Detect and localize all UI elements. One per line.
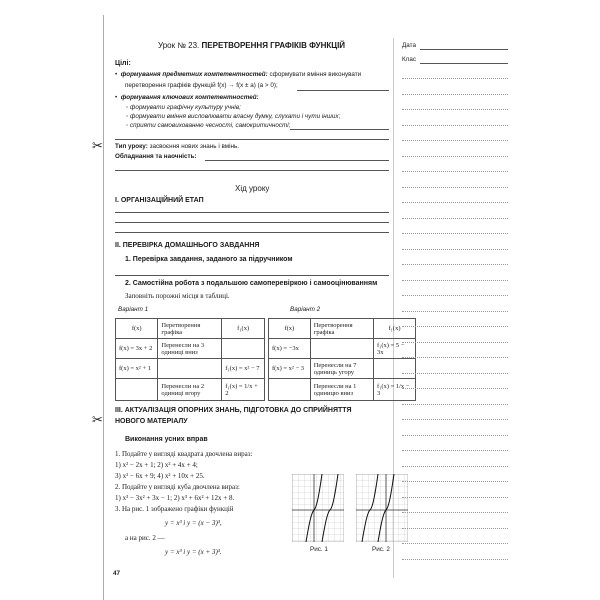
note-line[interactable] [402, 187, 508, 188]
variant2-table [268, 318, 416, 401]
task-note: Заповніть порожні місця в таблиці. [125, 292, 230, 300]
table-cell: Перенесли на 3 одиниці вниз [158, 339, 222, 359]
equipment-field[interactable] [115, 170, 389, 171]
table-cell: Перенесли на 2 одиниці вгору [158, 379, 222, 401]
lesson-number: Урок № 23. [158, 41, 200, 50]
exercise-text: 1. Подайте у вигляді квадрата двочлена вираз: [115, 450, 253, 458]
course-heading: Хід уроку [235, 184, 270, 193]
figure-2-caption: Рис. 2 [372, 546, 390, 553]
table-cell-blank[interactable] [269, 379, 311, 401]
key-goal-item: ◦ формувати графічну культуру учнів; [126, 104, 241, 111]
notes-line [115, 275, 389, 276]
table-cell: Перенесли на 1 одиницю вниз [310, 379, 373, 401]
exercise-formula: y = x³ і y = (x − 3)³, [165, 519, 222, 527]
note-line[interactable] [402, 435, 508, 436]
table-cell: f(x) = x² + 1 [116, 359, 158, 379]
table-cell: f(x) = x² − 3 [269, 359, 311, 379]
note-line[interactable] [402, 326, 508, 327]
subject-goal-formula: перетворення графіків функцій f(x) → f(x ± a) (a > 0); [125, 82, 278, 89]
equipment-field[interactable] [205, 160, 389, 161]
key-goal-item: ◦ формувати вміння висловлювати власну думку, слухати і чути інших; [126, 113, 341, 120]
table-header: f(x) [269, 319, 311, 339]
note-line[interactable] [402, 466, 508, 467]
subsection-heading: 2. Самостійна робота з подальшою самоперевіркою і самооцінюванням [125, 280, 378, 287]
note-line[interactable] [402, 311, 508, 312]
key-goal-item: ◦ сприяти самовихованню чесності, самокритичності; [126, 122, 291, 129]
page-title [158, 41, 345, 50]
note-line[interactable] [402, 357, 508, 358]
lesson-type: Тип уроку: засвоєння нових знань і вмінь. [115, 143, 239, 150]
note-line[interactable] [402, 264, 508, 265]
goals-label: Цілі: [115, 60, 131, 67]
note-line[interactable] [402, 373, 508, 374]
note-line[interactable] [402, 295, 508, 296]
table-header: f₁(x) [222, 319, 265, 339]
key-goal: • формування ключових компетентностей: [115, 94, 259, 101]
table-header: Перетворення графіка [310, 319, 373, 339]
table-cell-blank[interactable] [373, 359, 415, 379]
notes-line [115, 222, 389, 223]
subsection-heading: Виконання усних вправ [125, 436, 208, 443]
equipment-label: Обладнання та наочність: [115, 153, 197, 160]
table-cell: f₁(x) = x² − 7 [222, 359, 265, 379]
scissors-icon: ✂ [92, 412, 103, 427]
table-cell-blank[interactable] [310, 339, 373, 359]
table-cell-blank[interactable] [116, 379, 158, 401]
goal-blank-line [115, 139, 389, 140]
note-line[interactable] [402, 125, 508, 126]
variant-title: Варіант 2 [290, 306, 321, 313]
note-line[interactable] [402, 342, 508, 343]
page-number: 47 [113, 570, 121, 577]
figure-1-caption: Рис. 1 [310, 546, 328, 553]
variant1-table [115, 318, 265, 401]
class-field[interactable] [420, 63, 508, 64]
section-heading: І. ОРГАНІЗАЦІЙНИЙ ЕТАП [115, 197, 204, 204]
note-line[interactable] [402, 497, 508, 498]
date-label: Дата [402, 42, 416, 49]
note-line[interactable] [402, 404, 508, 405]
note-line[interactable] [402, 388, 508, 389]
notes-line [115, 232, 389, 233]
table-cell: f₁(x) = 1/x + 2 [222, 379, 265, 401]
table-cell: f(x) = −3x [269, 339, 311, 359]
note-line[interactable] [402, 78, 508, 79]
note-line[interactable] [402, 512, 508, 513]
note-line[interactable] [402, 140, 508, 141]
note-line[interactable] [402, 233, 508, 234]
table-cell-blank[interactable] [222, 339, 265, 359]
note-line[interactable] [402, 218, 508, 219]
exercise-text: 2. Подайте у вигляді куба двочлена вираз: [115, 483, 240, 491]
table-cell: f(x) = 3x + 2 [116, 339, 158, 359]
table-cell-blank[interactable] [158, 359, 222, 379]
exercise-text: 1) x² − 2x + 1; 2) x² + 4x + 4; [115, 461, 198, 469]
table-cell: f₁(x) = 5 − 3x [373, 339, 415, 359]
figure-1-graph [292, 474, 344, 542]
exercise-text: 3. На рис. 1 зображено графіки функцій [115, 505, 234, 513]
date-field[interactable] [420, 49, 508, 50]
scissors-icon: ✂ [92, 138, 103, 153]
variant-title: Варіант 1 [118, 306, 149, 313]
note-line[interactable] [402, 528, 508, 529]
note-line[interactable] [402, 171, 508, 172]
note-line[interactable] [402, 156, 508, 157]
note-line[interactable] [402, 109, 508, 110]
note-line[interactable] [402, 419, 508, 420]
table-cell: f₁(x) = 1/x − 3 [373, 379, 415, 401]
notes-line [115, 212, 389, 213]
goal-blank-line [290, 129, 389, 130]
note-line[interactable] [402, 559, 508, 560]
goal-blank-line [297, 90, 389, 91]
note-line[interactable] [402, 481, 508, 482]
section-heading: НОВОГО МАТЕРІАЛУ [115, 418, 188, 425]
note-line[interactable] [402, 202, 508, 203]
note-line[interactable] [402, 249, 508, 250]
exercise-text: а на рис. 2 — [125, 534, 165, 542]
table-cell: Перенесли на 7 одиниць угору [310, 359, 373, 379]
exercise-text: 3) x² − 6x + 9; 4) x² + 10x + 25. [115, 472, 205, 480]
subsection-heading: 1. Перевірка завдання, заданого за підручником [125, 256, 293, 263]
section-heading: ІІІ. АКТУАЛІЗАЦІЯ ОПОРНИХ ЗНАНЬ, ПІДГОТОВКА ДО СПРИЙНЯТТЯ [115, 407, 352, 414]
note-line[interactable] [402, 543, 508, 544]
lesson-title: ПЕРЕТВОРЕННЯ ГРАФІКІВ ФУНКЦІЙ [201, 41, 346, 50]
exercise-text: 1) x³ − 3x² + 3x − 1; 2) x³ + 6x² + 12x + 8. [115, 494, 235, 502]
subject-goal: • формування предметних компетентностей: сформувати вміння виконувати [115, 71, 362, 78]
note-line[interactable] [402, 450, 508, 451]
exercise-formula: y = x³ і y = (x + 3)³. [165, 548, 222, 556]
margin-line [103, 15, 104, 600]
figure-2-graph [356, 474, 408, 542]
class-label: Клас [402, 56, 416, 63]
note-line[interactable] [402, 94, 508, 95]
section-heading: ІІ. ПЕРЕВІРКА ДОМАШНЬОГО ЗАВДАННЯ [115, 242, 260, 249]
table-header: Перетворення графіка [158, 319, 222, 339]
note-line[interactable] [402, 280, 508, 281]
table-header: f(x) [116, 319, 158, 339]
table-header: f₁(x) [373, 319, 415, 339]
